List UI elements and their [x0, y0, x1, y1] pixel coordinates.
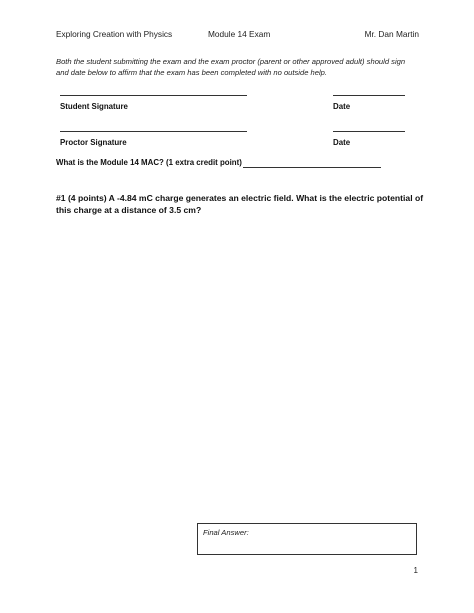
proctor-date-label: Date: [333, 138, 351, 147]
mac-question: What is the Module 14 MAC? (1 extra credit point): [56, 158, 242, 167]
header-instructor: Mr. Dan Martin: [364, 29, 419, 39]
student-date-line[interactable]: [333, 95, 405, 96]
student-signature-label: Student Signature: [60, 102, 128, 111]
mac-answer-line[interactable]: [243, 167, 381, 168]
page-number: 1: [413, 566, 418, 575]
proctor-signature-label: Proctor Signature: [60, 138, 127, 147]
question-1: #1 (4 points) A -4.84 mC charge generates an electric field. What is the electric potential of this charge at a distance of 3.5 cm?: [56, 193, 424, 215]
proctor-date-line[interactable]: [333, 131, 405, 132]
proctor-signature-line[interactable]: [60, 131, 247, 132]
header-exam-title: Module 14 Exam: [208, 29, 271, 39]
student-signature-line[interactable]: [60, 95, 247, 96]
final-answer-box[interactable]: [197, 523, 417, 555]
header-course-title: Exploring Creation with Physics: [56, 29, 173, 39]
student-date-label: Date: [333, 102, 351, 111]
signature-instructions: Both the student submitting the exam and the exam proctor (parent or other approved adult) should sign and date below to affirm that the exam has been completed with no outside help.: [56, 57, 406, 77]
final-answer-label: Final Answer:: [203, 528, 249, 537]
